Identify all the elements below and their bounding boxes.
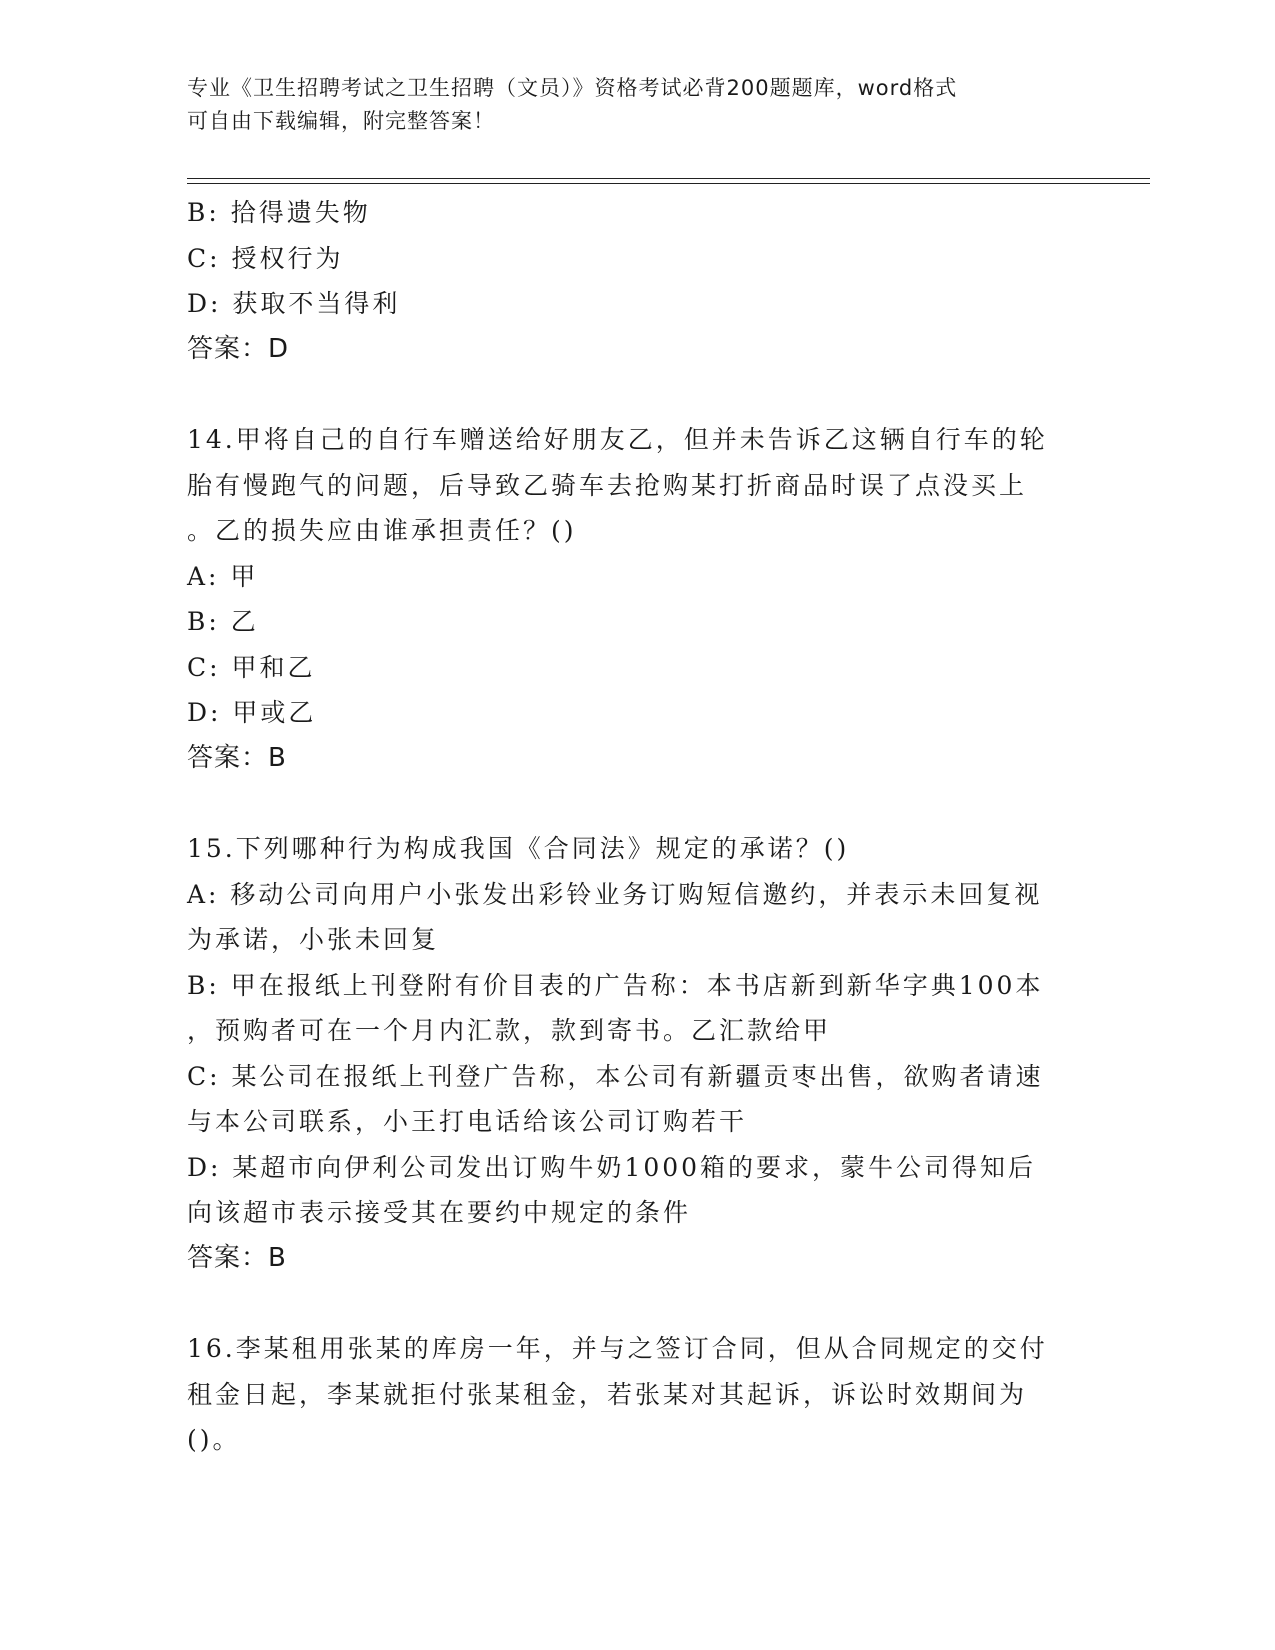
question-text-line: ()。 xyxy=(187,1425,241,1454)
header-line-2: 可自由下载编辑，附完整答案！ xyxy=(187,109,495,133)
header-line-1: 专业《卫生招聘考试之卫生招聘（文员）》资格考试必背200题题库，word格式 xyxy=(187,76,958,100)
option-a-line-2: 为承诺，小张未回复 xyxy=(187,925,440,954)
option-b-line-1: B: 甲在报纸上刊登附有价目表的广告称：本书店新到新华字典100本 xyxy=(187,970,1044,1000)
option-d: D: 甲或乙 xyxy=(187,698,317,727)
answer-line: 答案：B xyxy=(187,1242,287,1273)
question-text-line: 14.甲将自己的自行车赠送给好朋友乙，但并未告诉乙这辆自行车的轮 xyxy=(187,425,1048,454)
option-d: D: 获取不当得利 xyxy=(187,289,401,318)
option-c-line-2: 与本公司联系，小王打电话给该公司订购若干 xyxy=(187,1107,748,1136)
spacer xyxy=(187,781,1087,826)
header-divider-top xyxy=(187,178,1150,179)
option-b-line-2: ，预购者可在一个月内汇款，款到寄书。乙汇款给甲 xyxy=(187,1016,832,1045)
spacer xyxy=(187,1281,1087,1326)
question-16-block xyxy=(187,1326,1087,1463)
question-text-line: 15.下列哪种行为构成我国《合同法》规定的承诺？() xyxy=(187,834,850,863)
question-text-line: 租金日起，李某就拒付张某租金，若张某对其起诉，诉讼时效期间为 xyxy=(187,1379,1028,1409)
question-text-line: 。乙的损失应由谁承担责任？() xyxy=(187,516,577,545)
document-body xyxy=(187,190,1087,1463)
spacer xyxy=(187,372,1087,417)
option-b: B: 乙 xyxy=(187,607,259,636)
option-c: C: 授权行为 xyxy=(187,243,344,273)
question-15-block xyxy=(187,826,1087,1281)
document-header xyxy=(187,72,1087,138)
option-a: A: 甲 xyxy=(187,561,259,591)
option-d-line-2: 向该超市表示接受其在要约中规定的条件 xyxy=(187,1198,692,1227)
option-d-line-1: D: 某超市向伊利公司发出订购牛奶1000箱的要求，蒙牛公司得知后 xyxy=(187,1152,1037,1182)
question-text-line: 16.李某租用张某的库房一年，并与之签订合同，但从合同规定的交付 xyxy=(187,1334,1048,1363)
option-a-line-1: A: 移动公司向用户小张发出彩铃业务订购短信邀约，并表示未回复视 xyxy=(187,879,1043,909)
option-b: B: 拾得遗失物 xyxy=(187,198,371,227)
question-text-line: 胎有慢跑气的问题，后导致乙骑车去抢购某打折商品时误了点没买上 xyxy=(187,470,1028,500)
question-13-block xyxy=(187,190,1087,372)
answer-line: 答案：D xyxy=(187,333,290,364)
question-14-block xyxy=(187,417,1087,781)
option-c-line-1: C: 某公司在报纸上刊登广告称，本公司有新疆贡枣出售，欲购者请速 xyxy=(187,1061,1044,1091)
answer-line: 答案：B xyxy=(187,742,287,773)
header-divider-bottom xyxy=(187,183,1150,184)
option-c: C: 甲和乙 xyxy=(187,652,316,682)
